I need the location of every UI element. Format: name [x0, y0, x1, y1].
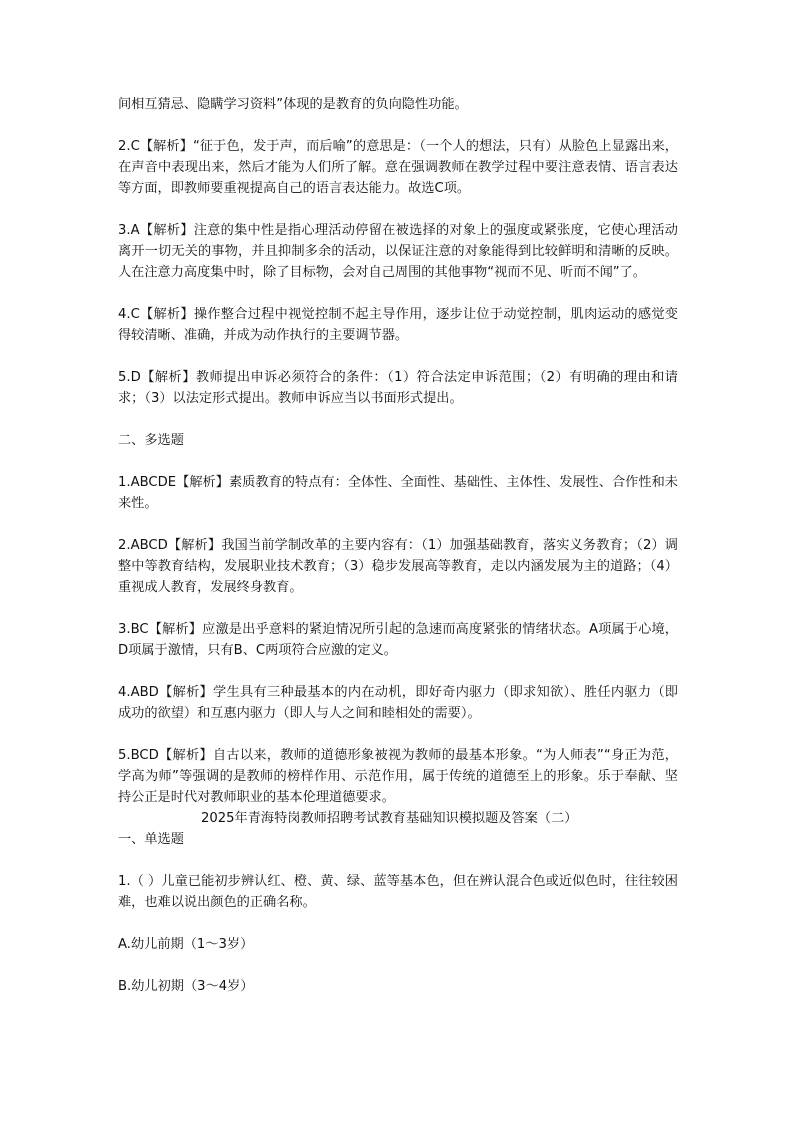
answer-paragraph: 5.BCD【解析】自古以来，教师的道德形象被视为教师的最基本形象。“为人师表”“身正为范，学高为师”等强调的是教师的榜样作用、示范作用，属于传统的道德至上的形象。乐于奉献、坚持公正是时代对教师职业的基本伦理道德要求。 [118, 748, 678, 805]
question-text: 1.（ ）儿童已能初步辨认红、橙、黄、绿、蓝等基本色，但在辨认混合色或近似色时，往往较困难，也难以说出颜色的正确名称。 [118, 874, 678, 910]
answer-paragraph: 4.C【解析】操作整合过程中视觉控制不起主导作用，逐步让位于动觉控制，肌肉运动的感觉变得较清晰、准确，并成为动作执行的主要调节器。 [118, 307, 678, 343]
answer-paragraph: 3.BC【解析】应激是出乎意料的紧迫情况所引起的急速而高度紧张的情绪状态。A项属于心境，D项属于激情，只有B、C两项符合应激的定义。 [118, 622, 678, 658]
answer-paragraph: 1.ABCDE【解析】素质教育的特点有：全体性、全面性、基础性、主体性、发展性、合作性和未来性。 [118, 475, 678, 511]
question-option-a: A.幼儿前期（1～3岁） [118, 937, 254, 952]
document-title: 2025年青海特岗教师招聘考试教育基础知识模拟题及答案（二） [201, 811, 578, 826]
section-heading-single: 一、单选题 [118, 832, 184, 847]
answer-paragraph: 2.C【解析】“征于色，发于声，而后喻”的意思是：（一个人的想法，只有）从脸色上显露出来，在声音中表现出来，然后才能为人们所了解。意在强调教师在教学过程中要注意表情、语言表达等方面，即教师要重视提高自己的语言表达能力。故选C项。 [118, 139, 678, 196]
answer-paragraph: 3.A【解析】注意的集中性是指心理活动停留在被选择的对象上的强度或紧张度，它使心理活动离开一切无关的事物，并且抑制多余的活动，以保证注意的对象能得到比较鲜明和清晰的反映。人在注意力高度集中时，除了目标物，会对自己周围的其他事物“视而不见、听而不闻”了。 [118, 223, 678, 280]
document-page [118, 94, 678, 1018]
answer-paragraph: 间相互猜忌、隐瞒学习资料”体现的是教育的负向隐性功能。 [118, 97, 468, 112]
answer-paragraph: 2.ABCD【解析】我国当前学制改革的主要内容有：（1）加强基础教育，落实义务教育；（2）调整中等教育结构，发展职业技术教育；（3）稳步发展高等教育，走以内涵发展为主的道路；（4）重视成人教育，发展终身教育。 [118, 538, 678, 595]
answer-paragraph: 4.ABD【解析】学生具有三种最基本的内在动机，即好奇内驱力（即求知欲）、胜任内驱力（即成功的欲望）和互惠内驱力（即人与人之间和睦相处的需要）。 [118, 685, 678, 721]
section-heading-multi: 二、多选题 [118, 433, 184, 448]
question-option-b: B.幼儿初期（3～4岁） [118, 979, 254, 994]
answer-paragraph: 5.D【解析】教师提出申诉必须符合的条件：（1）符合法定申诉范围；（2）有明确的理由和请求；（3）以法定形式提出。教师申诉应当以书面形式提出。 [118, 370, 678, 406]
